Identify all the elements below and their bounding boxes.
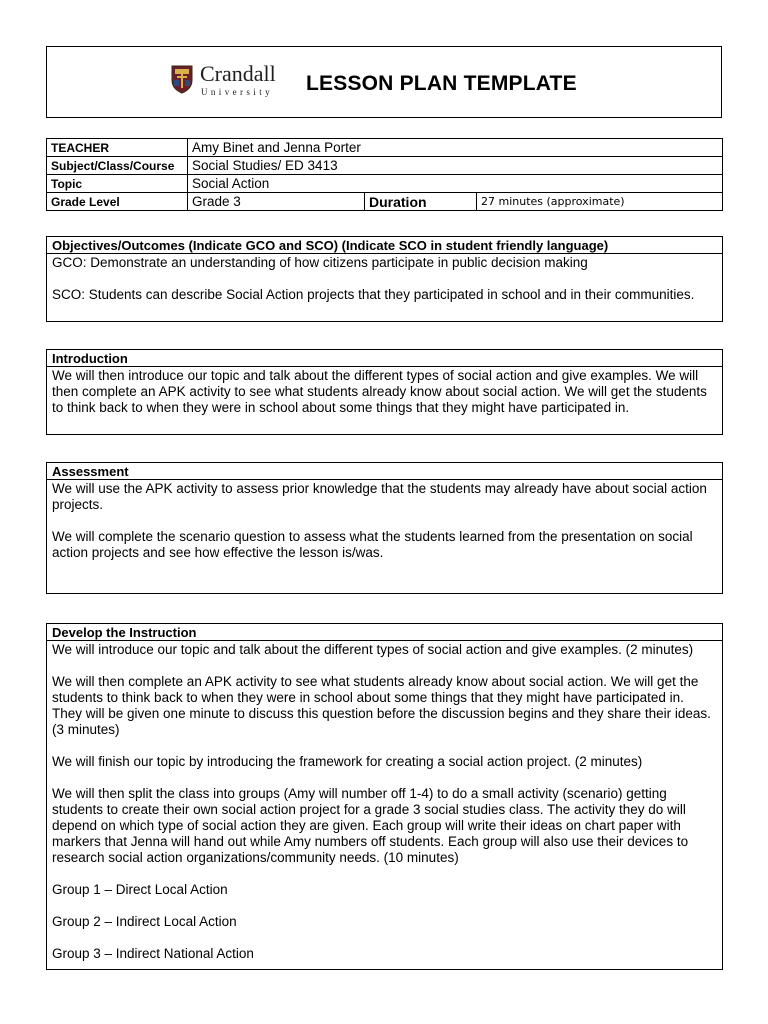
teacher-label: TEACHER (47, 139, 188, 157)
topic-value: Social Action (188, 175, 723, 193)
subject-label: Subject/Class/Course (47, 157, 188, 175)
group-item: Group 2 – Indirect Local Action (52, 914, 237, 929)
teacher-value: Amy Binet and Jenna Porter (188, 139, 723, 157)
introduction-body (47, 367, 722, 417)
duration-label: Duration (365, 193, 477, 211)
grade-label: Grade Level (47, 193, 188, 211)
introduction-heading: Introduction (47, 350, 722, 367)
assessment-paragraph: We will use the APK activity to assess prior knowledge that the students may already have about social action projects. (52, 481, 707, 512)
objectives-section (46, 236, 723, 322)
instruction-paragraph: We will then split the class into groups (Amy will number off 1-4) to do a small activity (scenario) getting students to create their own social action project for a grade 3 social studies class. The activity they do will depend on which type of social action they are given. Each group will write their ideas on chart paper with markers that Jenna will hand out while Amy numbers off students. Each group will also use their devices to research social action organizations/community needs. (10 minutes) (52, 786, 689, 865)
instruction-paragraph: We will then complete an APK activity to see what students already know about social action. We will get the students to think back to when they were in school about some things that they might have participated in. They will be given one minute to discuss this question before the discussion begins and they share their ideas. (3 minutes) (52, 674, 711, 737)
document-title: LESSON PLAN TEMPLATE (306, 72, 577, 95)
table-row (47, 175, 723, 193)
instruction-paragraph: We will finish our topic by introducing the framework for creating a social action project. (2 minutes) (52, 754, 643, 769)
logo-subtitle: University (201, 87, 273, 97)
group-item: Group 3 – Indirect National Action (52, 946, 254, 961)
assessment-section (46, 462, 723, 594)
duration-value: 27 minutes (approximate) (477, 193, 723, 211)
instruction-paragraph: We will introduce our topic and talk about the different types of social action and give examples. (2 minutes) (52, 642, 694, 657)
introduction-section (46, 349, 723, 435)
instruction-heading: Develop the Instruction (47, 624, 722, 641)
assessment-paragraph: We will complete the scenario question to assess what the students learned from the presentation on social action projects and see how effective the lesson is/was. (52, 529, 693, 560)
instruction-section (46, 623, 723, 970)
lesson-info-table (46, 138, 723, 211)
topic-label: Topic (47, 175, 188, 193)
assessment-body (47, 480, 722, 562)
assessment-heading: Assessment (47, 463, 722, 480)
grade-value: Grade 3 (188, 193, 365, 211)
table-row (47, 139, 723, 157)
table-row (47, 157, 723, 175)
group-item: Group 1 – Direct Local Action (52, 882, 228, 897)
objectives-paragraph: GCO: Demonstrate an understanding of how citizens participate in public decision making (52, 255, 588, 270)
logo-name: Crandall (200, 61, 276, 86)
instruction-body (47, 641, 722, 963)
crest-icon (170, 64, 194, 94)
introduction-paragraph: We will then introduce our topic and talk about the different types of social action and give examples. We will then complete an APK activity to see what students already know about social action. We will get the students to think back to when they were in school about some things that they might have participated in. (52, 368, 707, 415)
table-row (47, 193, 723, 211)
objectives-paragraph: SCO: Students can describe Social Action projects that they participated in school and in their communities. (52, 287, 695, 302)
objectives-heading: Objectives/Outcomes (Indicate GCO and SCO) (Indicate SCO in student friendly language) (47, 237, 722, 254)
university-logo (170, 60, 290, 104)
subject-value: Social Studies/ ED 3413 (188, 157, 723, 175)
objectives-body (47, 254, 722, 304)
